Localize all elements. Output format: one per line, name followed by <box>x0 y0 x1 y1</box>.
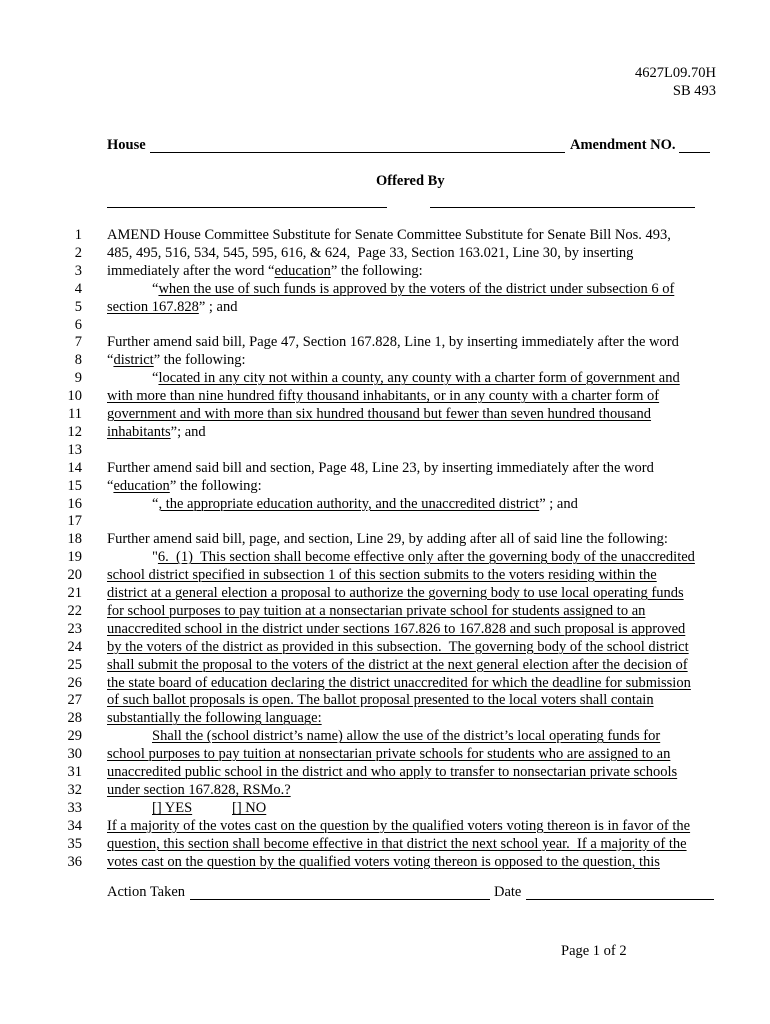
line-number: 1 <box>74 227 82 243</box>
instruction-text: “ <box>107 477 114 494</box>
amendment-line <box>0 657 770 675</box>
line-text <box>107 657 688 674</box>
amendment-line <box>0 370 770 388</box>
line-text <box>107 388 659 405</box>
line-text <box>107 334 679 351</box>
line-text <box>107 692 654 709</box>
amendment-line <box>0 388 770 406</box>
amendment-line <box>0 334 770 352</box>
amendment-line <box>0 442 770 460</box>
amendment-line <box>0 603 770 621</box>
line-number: 34 <box>67 817 82 834</box>
line-text <box>107 406 651 423</box>
date-blank <box>526 899 714 900</box>
instruction-text: Further amend said bill and section, Page 48, Line 23, by inserting immediately after the word <box>107 459 654 476</box>
amendment-line <box>0 227 770 245</box>
house-label: House <box>107 137 146 153</box>
inserted-text: If a majority of the votes cast on the question by the qualified voters voting thereon is in favor of the <box>107 817 691 834</box>
line-text <box>152 496 578 513</box>
inserted-text: [] YES <box>152 799 193 816</box>
amendment-line <box>0 549 770 567</box>
amendment-line <box>0 460 770 478</box>
line-number: 10 <box>67 388 82 405</box>
line-number: 2 <box>74 244 82 261</box>
line-text <box>152 370 680 387</box>
line-text <box>107 710 322 727</box>
amendment-line <box>0 567 770 585</box>
instruction-text: ”; and <box>170 423 206 440</box>
amendment-line <box>0 424 770 442</box>
instruction-text: Further amend said bill, Page 47, Section 167.828, Line 1, by inserting immediately after the word <box>107 334 679 351</box>
line-number: 26 <box>67 674 82 691</box>
page-number: Page 1 of 2 <box>561 943 627 959</box>
inserted-text: education <box>274 262 331 279</box>
line-number: 17 <box>67 513 82 530</box>
line-number: 6 <box>74 316 82 333</box>
inserted-text: the state board of education declaring the district unaccredited for which the deadline for submission <box>107 674 691 691</box>
amendment-line <box>0 513 770 531</box>
line-text <box>107 531 668 548</box>
instruction-text: " <box>152 549 158 566</box>
offered-by-label: Offered By <box>376 173 445 189</box>
line-text <box>107 818 690 835</box>
line-number: 31 <box>67 764 82 780</box>
amendment-line <box>0 710 770 728</box>
line-number: 30 <box>67 746 82 763</box>
line-number: 7 <box>74 334 82 351</box>
inserted-text: by the voters of the district as provided in this subsection. The governing body of the school district <box>107 638 689 655</box>
amendment-line <box>0 478 770 496</box>
instruction-text: Further amend said bill, page, and section, Line 29, by adding after all of said line the following: <box>107 531 668 548</box>
inserted-text: 6. (1) This section shall become effective only after the governing body of the unaccredited <box>157 549 695 566</box>
instruction-text: “ <box>107 352 114 369</box>
line-number: 21 <box>67 585 82 601</box>
line-number: 29 <box>67 728 82 745</box>
line-number: 24 <box>67 638 82 655</box>
line-text <box>152 728 660 745</box>
inserted-text: with more than nine hundred fifty thousand inhabitants, or in any county with a charter form of <box>107 388 660 405</box>
action-taken-blank <box>190 899 490 900</box>
instruction-text: ” the following: <box>153 352 246 369</box>
offered-by-blank-left <box>107 207 387 208</box>
line-number: 3 <box>74 262 82 279</box>
inserted-text: school district specified in subsection 1 of this section submits to the voters residing within the <box>107 567 657 584</box>
amendment-line <box>0 496 770 514</box>
amendment-line <box>0 782 770 800</box>
inserted-text: government and with more than six hundred thousand but fewer than seven hundred thousand <box>107 406 652 422</box>
line-text <box>152 549 695 566</box>
line-text <box>107 460 654 477</box>
bill-number: SB 493 <box>672 83 716 99</box>
amendment-line <box>0 692 770 710</box>
line-text <box>107 836 687 853</box>
line-text <box>107 227 671 244</box>
line-number: 4 <box>74 280 82 297</box>
house-blank-line <box>150 152 565 153</box>
line-text <box>107 567 657 584</box>
line-number: 22 <box>67 602 82 619</box>
inserted-text: located in any city not within a county, any county with a charter form of government and <box>158 370 680 387</box>
amendment-line <box>0 585 770 603</box>
amendment-line <box>0 621 770 639</box>
inserted-text: Shall the (school district’s name) allow the use of the district’s local operating funds for <box>152 728 661 745</box>
line-text <box>107 675 691 692</box>
line-number: 27 <box>67 692 82 709</box>
line-text <box>107 424 206 441</box>
line-number: 35 <box>67 835 82 852</box>
date-label: Date <box>494 884 522 900</box>
line-number: 14 <box>67 459 82 476</box>
amendment-line <box>0 675 770 693</box>
amendment-line <box>0 352 770 370</box>
instruction-text: ” ; and <box>198 298 238 315</box>
inserted-text: district <box>113 352 154 369</box>
line-number: 11 <box>68 406 82 422</box>
inserted-text: shall submit the proposal to the voters of the district at the next general election after the decision of <box>107 656 688 673</box>
inserted-text: unaccredited school in the district under sections 167.826 to 167.828 and such proposal is approved <box>107 620 686 637</box>
line-text <box>107 854 660 871</box>
action-taken-label: Action Taken <box>107 884 186 900</box>
line-number: 25 <box>67 656 82 673</box>
line-number: 20 <box>67 567 82 584</box>
line-number: 13 <box>67 441 82 458</box>
amendment-line <box>0 263 770 281</box>
line-text <box>107 764 677 781</box>
inserted-text: , the appropriate education authority, and the unaccredited district <box>158 495 540 512</box>
line-number: 36 <box>67 853 82 870</box>
instruction-text: “ <box>152 370 159 387</box>
instruction-text: ” ; and <box>539 495 578 512</box>
instruction-text: ” the following: <box>330 262 423 279</box>
instruction-text <box>192 800 232 816</box>
offered-by-blank-right <box>430 207 695 208</box>
inserted-text: education <box>113 477 170 494</box>
inserted-text: inhabitants <box>107 423 171 440</box>
line-number: 15 <box>67 477 82 494</box>
line-number: 19 <box>67 549 82 566</box>
line-number: 32 <box>67 781 82 798</box>
line-number: 12 <box>67 423 82 440</box>
line-text <box>107 621 685 638</box>
amendment-line <box>0 245 770 263</box>
document-id: 4627L09.70H <box>635 65 716 81</box>
amendment-line <box>0 299 770 317</box>
inserted-text: section 167.828 <box>107 298 199 315</box>
inserted-text: district at a general election a proposal to authorize the governing body to use local operating funds <box>107 585 684 601</box>
line-number: 5 <box>74 298 82 315</box>
amendment-number-blank <box>679 152 710 153</box>
inserted-text: under section 167.828, RSMo.? <box>107 781 291 798</box>
line-text <box>107 263 423 280</box>
amendment-line <box>0 836 770 854</box>
inserted-text: school purposes to pay tuition at nonsectarian private schools for students who are assigned to an <box>107 746 671 763</box>
amendment-line <box>0 406 770 424</box>
line-text <box>107 352 246 369</box>
inserted-text: substantially the following language: <box>107 710 322 727</box>
line-number: 8 <box>74 352 82 369</box>
amendment-line <box>0 639 770 657</box>
line-text <box>107 782 291 799</box>
line-text <box>152 281 674 298</box>
line-text <box>152 800 266 817</box>
amendment-line <box>0 800 770 818</box>
amendment-line <box>0 531 770 549</box>
amendment-line <box>0 764 770 782</box>
amendment-line <box>0 746 770 764</box>
instruction-text: immediately after the word “ <box>107 262 275 279</box>
line-number: 18 <box>67 531 82 548</box>
line-text <box>107 299 237 316</box>
line-text <box>107 585 684 602</box>
amendment-line <box>0 854 770 872</box>
inserted-text: when the use of such funds is approved by the voters of the district under subsection 6 of <box>158 280 675 297</box>
inserted-text: question, this section shall become effective in that district the next school year. If a majority of the <box>107 835 687 852</box>
instruction-text: ” the following: <box>169 477 262 494</box>
inserted-text: votes cast on the question by the qualified voters voting thereon is opposed to the question, this <box>107 853 660 870</box>
amendment-line <box>0 281 770 299</box>
amendment-line <box>0 728 770 746</box>
amendment-line <box>0 317 770 335</box>
line-text <box>107 478 262 495</box>
instruction-text: “ <box>152 495 159 512</box>
instruction-text: 485, 495, 516, 534, 545, 595, 616, & 624, Page 33, Section 163.021, Line 30, by inserting <box>107 244 634 261</box>
line-text <box>107 245 633 262</box>
instruction-text: AMEND House Committee Substitute for Senate Committee Substitute for Senate Bill Nos. 493, <box>107 227 671 243</box>
amendment-line <box>0 818 770 836</box>
line-number: 9 <box>74 370 82 387</box>
line-number: 33 <box>67 799 82 816</box>
line-number: 16 <box>67 495 82 512</box>
inserted-text: [] NO <box>232 799 267 816</box>
instruction-text: “ <box>152 280 159 297</box>
inserted-text: for school purposes to pay tuition at a nonsectarian private school for students assigned to an <box>107 602 646 619</box>
line-text <box>107 603 645 620</box>
line-number: 23 <box>67 620 82 637</box>
inserted-text: of such ballot proposals is open. The ballot proposal presented to the local voters shall contain <box>107 692 654 709</box>
line-text <box>107 746 670 763</box>
amendment-label: Amendment NO. <box>570 137 676 153</box>
line-text <box>107 639 689 656</box>
inserted-text: unaccredited public school in the district and who apply to transfer to nonsectarian private schools <box>107 764 678 780</box>
line-number: 28 <box>67 710 82 727</box>
